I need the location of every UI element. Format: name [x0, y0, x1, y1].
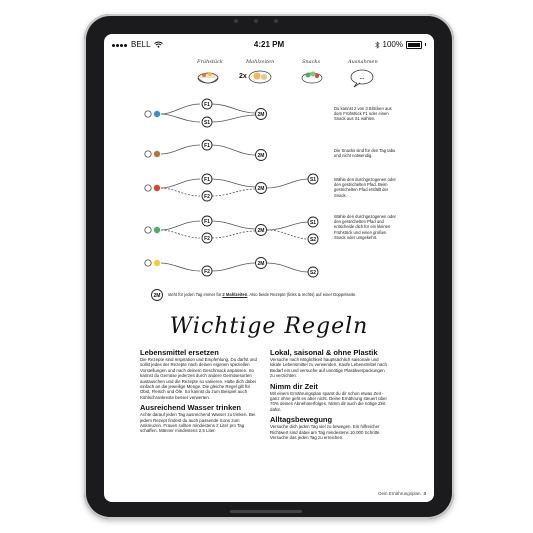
category-label-exceptions: Ausnahmen [348, 59, 378, 65]
note-row-4: Wähle den durchgezogenen oder den gestrichelten Pfad und entscheide dich für ein kleines Frühstück und einen großen Snack oder umgekehrt. [334, 214, 396, 240]
node-f1: F1 [204, 219, 210, 225]
section-title: Ausreichend Wasser trinken [140, 403, 242, 413]
footnote [168, 292, 356, 297]
home-indicator[interactable] [230, 510, 302, 513]
path-color-dot-yellow [154, 260, 160, 266]
node-s1: S1 [309, 177, 317, 183]
rules-column-right [270, 348, 388, 443]
footnote-text: steht für jeden Tag immer für [168, 292, 222, 297]
section-title: Lebensmittel ersetzen [140, 348, 219, 357]
path-option-radio[interactable] [145, 111, 151, 117]
note-row-3: Wähle den durchgezogenen oder den gestrichelten Pfad. Beim gestrichelten Pfad entfällt der Snack. [334, 177, 396, 198]
footnote-node-2m: 2M [153, 293, 161, 299]
section-title: Lokal, saisonal & ohne Plastik [270, 348, 378, 357]
page-footer [378, 491, 426, 496]
node-f1: F1 [204, 177, 210, 183]
node-s2: S2 [309, 270, 317, 276]
screen [104, 34, 434, 502]
section-text: Versuche dich jeden Tag viel zu bewegen. Ein hilfreicher Richtwert sind dabei am Tag mindestens 10.000 Schritte. Versuche das jeden Tag zu erreichen. [270, 424, 381, 441]
path-option-radio[interactable] [145, 227, 151, 233]
node-2m: 2M [257, 186, 265, 192]
path-option-radio[interactable] [145, 260, 151, 266]
sensor-dot [274, 19, 278, 23]
category-label-snacks: Snacks [302, 59, 321, 65]
path-option-radio[interactable] [145, 151, 151, 157]
footer-label: Dein Ernährungsplan [378, 491, 421, 496]
meals-multiplier: 2x [239, 73, 247, 80]
rules-column-left [140, 348, 258, 437]
page-headline: Wichtige Regeln [169, 314, 369, 339]
node-2m: 2M [257, 228, 265, 234]
clock: 4:21 PM [253, 40, 285, 49]
note-row-2: Die Snacks sind für den Tag tabu und nicht notwendig. [334, 148, 396, 159]
section-text: Versuche nach Möglichkeit hauptsächlich saisonale und lokale Lebensmittel zu verwenden. Kaufe Lebensmittel nach Bedarf ein und versuche auf unnötige Plastikverpackungen zu verzichten. [270, 357, 387, 379]
node-f2: F2 [204, 236, 210, 242]
meal-plate-icon [249, 71, 271, 83]
node-s1: S1 [309, 220, 317, 226]
camera-icon [254, 19, 258, 23]
node-2m: 2M [257, 153, 265, 159]
node-f1: F1 [204, 143, 210, 149]
path-color-dot-red [154, 185, 160, 191]
node-f1: F1 [204, 102, 210, 108]
note-row-1: Du kannst 2 von 3 Blöcken aus dem Frühstück F1 oder einen Snack aus S1 wählen. [334, 106, 392, 122]
path-color-dot-blue [154, 111, 160, 117]
footnote-bold: 2 Mahlzeiten [222, 292, 248, 297]
category-label-meals: Mahlzeiten [246, 59, 275, 65]
carrier-name: BELL [131, 40, 151, 49]
battery-percent: 100% [382, 40, 403, 49]
footnote-text-after: . Also beide Rezepte (links & rechts) auf einer Doppelseite. [247, 292, 357, 297]
speech-bubble-text: ... [359, 75, 365, 81]
node-2m: 2M [257, 112, 265, 118]
node-s2: S2 [309, 237, 317, 243]
sensor-dot [234, 19, 238, 23]
section-text: Mit einem Ernährungsplan sparst du dir schon etwas Zeit - ganz ohne geht es aber nicht. Deine Ernährung steuert über 70% deines Abnehmerfolges. Nimm dir auch die nötige Zeit dafür. [270, 390, 387, 412]
section-text: Die Rezepte sind Inspiration und Empfehlung. Du darfst und sollst jedes der Rezepte nach deinen eigenen speziellen Vorstellungen und nach deinem Geschmack anpassen. So kannst du Gemüse jederzeit durch andere Gemüsesorten austauschen und die Rezepte so variieren. Halte dich dabei einfach an die jeweilige Menge. Die gleiche Regel gilt für Obst, Fleisch und Öle. So kannst du zum Beispiel auch Kühlschrankreste besser verwerten. [140, 357, 257, 400]
breakfast-bowl-icon [198, 72, 218, 83]
category-label-breakfast: Frühstück [197, 59, 223, 65]
page-number: 3 [423, 491, 426, 496]
node-f2: F2 [204, 194, 210, 200]
path-option-radio[interactable] [145, 185, 151, 191]
path-color-dot-brown [154, 151, 160, 157]
node-s1: S1 [203, 120, 211, 126]
section-title: Alltagsbewegung [270, 415, 333, 425]
section-text: Achte darauf jeden Tag ausreichend Wasser zu trinken. Bei jedem Rezept findest du auch passende Icons zum Ankreuzen. Frauen sollten mindestens 2 Liter pro Tag schaffen. Männer mindestens 2,5 Liter. [140, 412, 256, 434]
node-f2: F2 [204, 269, 210, 275]
section-title: Nimm dir Zeit [270, 381, 318, 391]
node-2m: 2M [257, 261, 265, 267]
snack-salad-icon [302, 72, 322, 84]
path-color-dot-green [154, 227, 160, 233]
